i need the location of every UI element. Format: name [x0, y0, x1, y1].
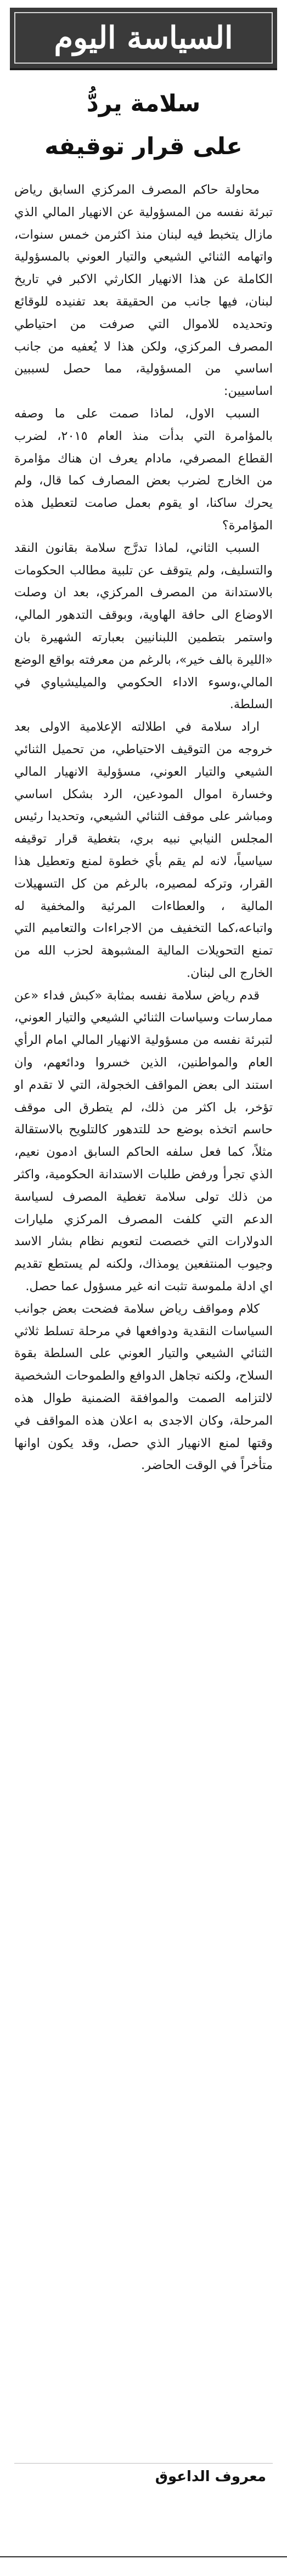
author-name: معروف الداعوق [155, 2468, 266, 2485]
article-body [14, 179, 273, 1477]
headline [10, 82, 277, 168]
author-divider [14, 2463, 273, 2464]
article-paragraph-6: كلام ومواقف رياض سلامة فضحت بعض جوانب السياسات النقدية ودوافعها في مرحلة تسلط ثلاثي الثنائي الشيعي والتيار العوني على السلطة بقوة السلاح، ولكنه تجاهل الدوافع والطموحات الشخصية لالتزامه الصمت والموافقة الضمنية طوال هذه المرحلة، وكان الاجدى به اعلان هذه المواقف في وقتها لمنع الانهيار الذي حصل، وقد يكون اوانها متأخراً في الوقت الحاضر. [14, 1301, 273, 1473]
column-name: السياسة اليوم [54, 20, 233, 56]
headline-line-1: سلامة يردُّ [86, 90, 201, 117]
article-paragraph-3: السبب الثاني، لماذا تدرَّج سلامة بقانون النقد والتسليف، ولم يتوقف عن تلبية مطالب الحكومات بالاستدانة من المصرف المركزي، بعد ان وصلت الاوضاع الى حافة الهاوية، وبوقف التدهور المالي، واستمر بتطمين اللبنانيين بعبارته الشهيرة بان «الليرة بالف خير»، بالرغم من معرفته بواقع الوضع المالي،وسوء الاداء الحكومي والميليشياوي في السلطة. [14, 540, 273, 712]
headline-line-2: على قرار توقيفه [44, 133, 243, 160]
article-paragraph-2: السبب الاول، لماذا صمت على ما وصفه بالمؤامرة التي بدأت منذ العام ٢٠١٥، لضرب القطاع المصرفي، مادام يعرف ان هناك مؤامرة من الخارج لضرب بعض المصارف كما قال، ولم يحرك ساكنا، او يقوم بعمل صامت لتعطيل هذه المؤامرة؟ [14, 406, 273, 533]
bottom-rule [0, 2556, 287, 2557]
opinion-column [4, 0, 283, 2545]
article-paragraph-4: اراد سلامة في اطلالته الإعلامية الاولى بعد خروجه من التوقيف الاحتياطي، من تحميل الثنائي الشيعي والتيار العوني، مسؤولية الانهيار المالي وخسارة اموال المودعين، الرد بشكل اساسي ومباشر على موقف الثنائي الشيعي، وتحديدا رئيس المجلس النيابي نبيه بري، بتغطية قرار توقيفه سياسياً، لانه لم يقم بأي خطوة لمنع وتعطيل هذا القرار، وتركه لمصيره، بالرغم من كل التسهيلات المالية ، والعطاءات المرئية والمخفية له واتباعه،كما التخفيف من الاجراءات والتعاميم التي تمنع التحويلات المالية المشبوهة لحزب الله من الخارج الى لبنان. [14, 720, 273, 980]
column-masthead [10, 8, 277, 70]
article-paragraph-1: محاولة حاكم المصرف المركزي السابق رياض تبرئة نفسه من المسؤولية عن الانهيار المالي الذي مازال يتخبط فيه لبنان منذ اكثرمن خمس سنوات، واتهامه الثنائي الشيعي والتيار العوني بالمسؤولية الكاملة عن هذا الانهيار الكارثي الاكبر في تاريخ لبنان، فيها جانب من الحقيقة بعد تفنيده للوقائع وتحديده للاموال التي صرفت من احتياطي المصرف المركزي، ولكن هذا لا يُعفيه من جانب اساسي من المسؤولية، مما حصل لسببين اساسيين: [14, 183, 273, 399]
article-paragraph-5: قدم رياض سلامة نفسه بمثابة «كبش فداء «عن ممارسات وسياسات الثنائي الشيعي والتيار العوني، لتبرئة نفسه من مسؤولية الانهيار المالي امام الرأي العام والمواطنين، الذين خسروا ودائعهم، وان استند الى بعض المواقف الخجولة، التي لا تقدم او تؤخر، بل اكثر من ذلك، لم يتطرق الى موقف حاسم اتخذه بوضع حد للتدهور كالتلويح بالاستقالة مثلاً، كما فعل سلفه الحاكم السابق ادمون نعيم، الذي تجرأ ورفض طلبات الاستدانة الحكومية، واكثر من ذلك تولى سلامة تغطية المصرف لسياسة الدعم التي كلفت المصرف المركزي مليارات الدولارات التي خصصت لتعويم نظام بشار الاسد وجيوب المنتفعين يومذاك، ولكنه لم يستطع تقديم اي ادلة ملموسة تثبت انه غير مسؤول عما حصل. [14, 988, 273, 1294]
